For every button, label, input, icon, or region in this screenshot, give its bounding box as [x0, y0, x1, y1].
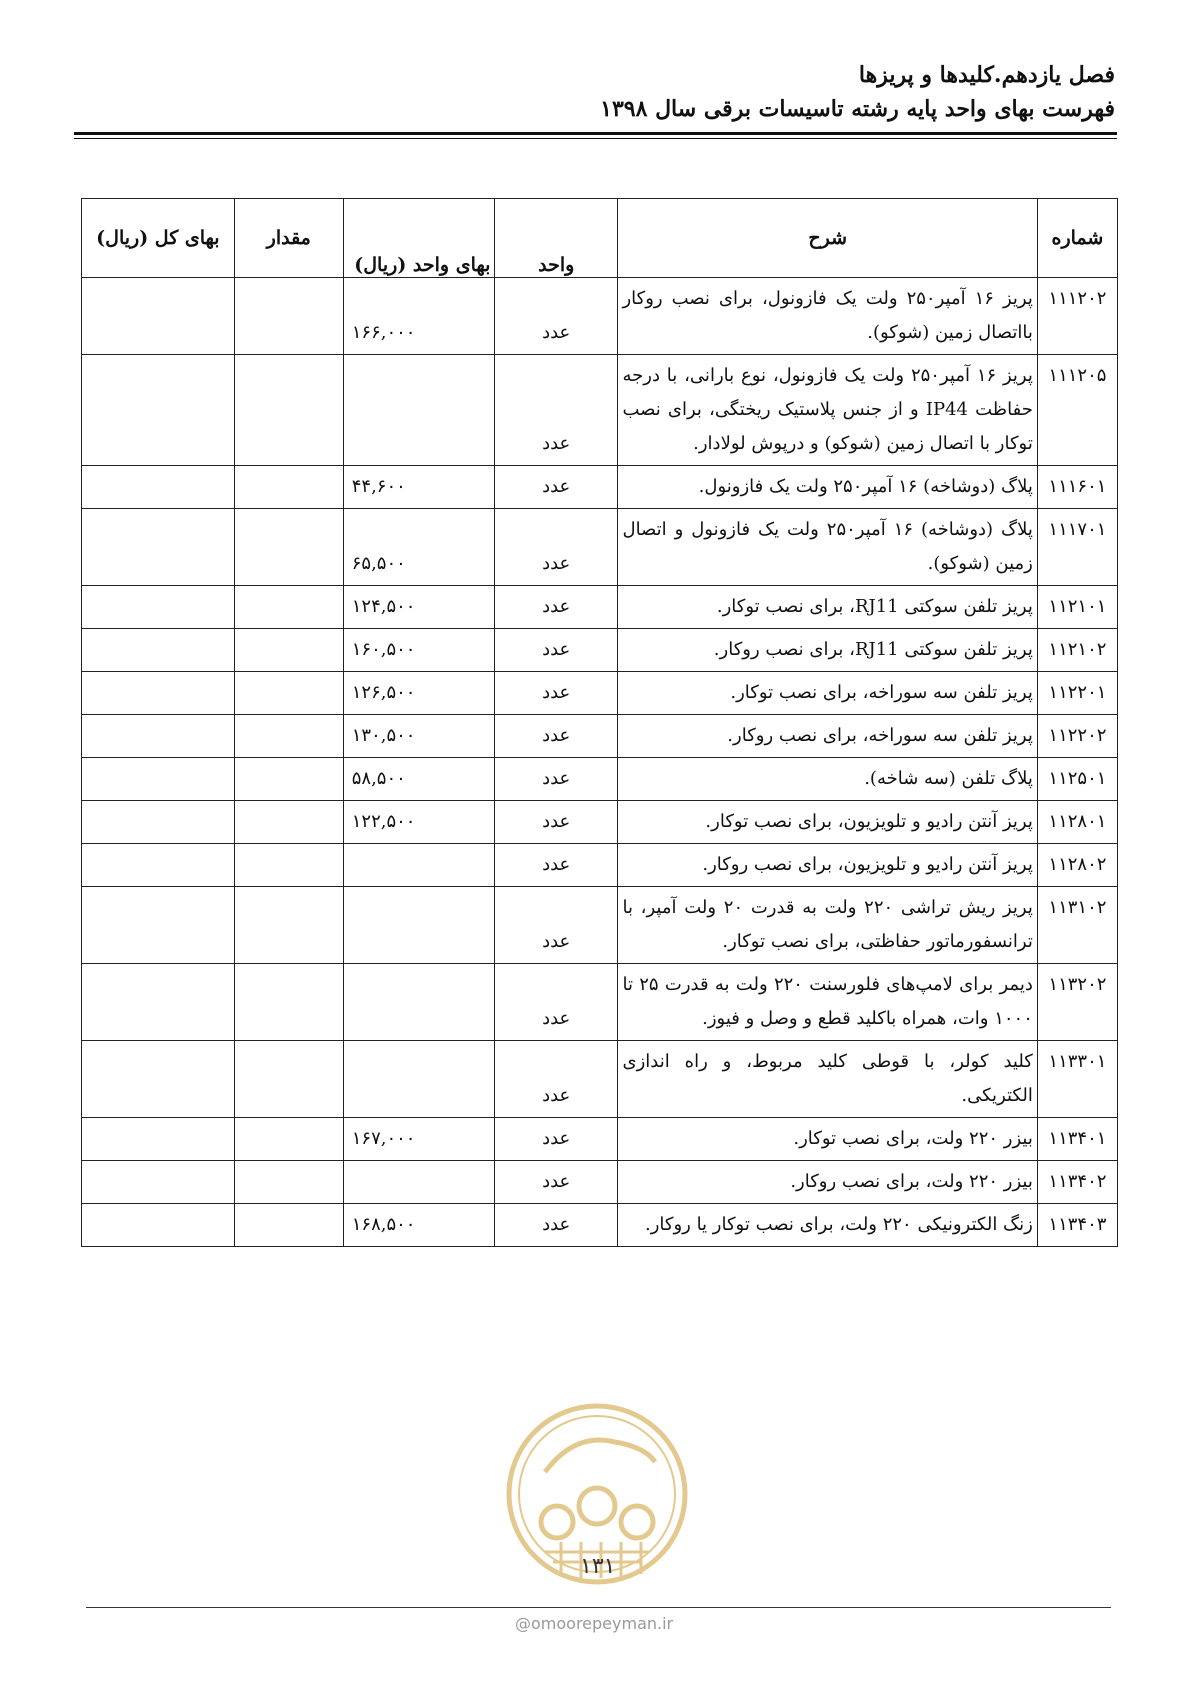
page-number: ۱۳۱ [580, 1554, 616, 1579]
cell-quantity [234, 586, 343, 629]
cell-unit-price [343, 887, 494, 964]
cell-unit: عدد [494, 629, 618, 672]
table-row [82, 1204, 1118, 1247]
cell-unit: عدد [494, 355, 618, 466]
cell-unit-price [343, 1161, 494, 1204]
cell-quantity [234, 715, 343, 758]
cell-number: ۱۱۱۷۰۱ [1037, 509, 1117, 586]
cell-unit-price: ۶۵,۵۰۰ [343, 509, 494, 586]
cell-number: ۱۱۳۴۰۲ [1037, 1161, 1117, 1204]
cell-description: بیزر ۲۲۰ ولت، برای نصب توکار. [618, 1118, 1037, 1161]
cell-total [82, 1204, 235, 1247]
cell-unit-price: ۱۲۲,۵۰۰ [343, 801, 494, 844]
cell-description: دیمر برای لامپ‌های فلورسنت ۲۲۰ ولت به قدرت ۲۵ تا ۱۰۰۰ وات، همراه باکلید قطع و وصل و فیوز. [618, 964, 1037, 1041]
cell-quantity [234, 355, 343, 466]
cell-quantity [234, 1161, 343, 1204]
cell-description: پلاگ (دوشاخه) ۱۶ آمپر۲۵۰ ولت یک فازونول. [618, 466, 1037, 509]
cell-description: پریز تلفن سه سوراخه، برای نصب توکار. [618, 672, 1037, 715]
cell-description: پریز آنتن رادیو و تلویزیون، برای نصب توکار. [618, 801, 1037, 844]
cell-unit-price [343, 844, 494, 887]
table-row [82, 887, 1118, 964]
cell-description: پریز تلفن سه سوراخه، برای نصب روکار. [618, 715, 1037, 758]
cell-number: ۱۱۳۴۰۱ [1037, 1118, 1117, 1161]
cell-quantity [234, 964, 343, 1041]
cell-quantity [234, 801, 343, 844]
cell-description: پریز تلفن سوکتی RJ11، برای نصب توکار. [618, 586, 1037, 629]
cell-quantity [234, 1041, 343, 1118]
cell-quantity [234, 1118, 343, 1161]
cell-total [82, 964, 235, 1041]
table-row [82, 466, 1118, 509]
cell-description: پریز تلفن سوکتی RJ11، برای نصب روکار. [618, 629, 1037, 672]
table-row [82, 1118, 1118, 1161]
cell-unit: عدد [494, 844, 618, 887]
cell-unit: عدد [494, 1161, 618, 1204]
cell-description: پلاگ (دوشاخه) ۱۶ آمپر۲۵۰ ولت یک فازونول و اتصال زمین (شوکو). [618, 509, 1037, 586]
cell-quantity [234, 278, 343, 355]
cell-total [82, 355, 235, 466]
cell-number: ۱۱۳۱۰۲ [1037, 887, 1117, 964]
cell-quantity [234, 672, 343, 715]
cell-unit-price: ۴۴,۶۰۰ [343, 466, 494, 509]
cell-total [82, 509, 235, 586]
cell-unit-price [343, 964, 494, 1041]
cell-number: ۱۱۳۲۰۲ [1037, 964, 1117, 1041]
cell-description: پلاگ تلفن (سه شاخه). [618, 758, 1037, 801]
cell-description: پریز ریش تراشی ۲۲۰ ولت به قدرت ۲۰ ولت آمپر، با ترانسفورماتور حفاظتی، برای نصب توکار. [618, 887, 1037, 964]
table-row [82, 758, 1118, 801]
footer-rule [86, 1607, 1111, 1608]
cell-total [82, 629, 235, 672]
table-row [82, 964, 1118, 1041]
page-header [600, 58, 1115, 126]
table-row [82, 586, 1118, 629]
cell-unit: عدد [494, 964, 618, 1041]
price-table [81, 198, 1118, 1247]
header-total: بهای کل (ریال) [82, 199, 235, 278]
cell-total [82, 844, 235, 887]
cell-quantity [234, 887, 343, 964]
cell-unit: عدد [494, 1041, 618, 1118]
document-subtitle: فهرست بهای واحد پایه رشته تاسیسات برقی سال ۱۳۹۸ [600, 96, 1115, 122]
website-watermark: @omoorepeyman.ir [515, 1614, 674, 1633]
cell-unit-price: ۱۲۶,۵۰۰ [343, 672, 494, 715]
header-rule-thick [74, 132, 1117, 135]
cell-description: بیزر ۲۲۰ ولت، برای نصب روکار. [618, 1161, 1037, 1204]
cell-unit: عدد [494, 1118, 618, 1161]
cell-quantity [234, 1204, 343, 1247]
cell-number: ۱۱۲۲۰۲ [1037, 715, 1117, 758]
cell-number: ۱۱۲۱۰۱ [1037, 586, 1117, 629]
table-row [82, 1041, 1118, 1118]
cell-description: پریز آنتن رادیو و تلویزیون، برای نصب روکار. [618, 844, 1037, 887]
cell-unit: عدد [494, 278, 618, 355]
header-number: شماره [1037, 199, 1117, 278]
table-row [82, 1161, 1118, 1204]
header-unit-price: بهای واحد (ریال) [343, 199, 494, 278]
cell-total [82, 715, 235, 758]
table-row [82, 715, 1118, 758]
cell-description: زنگ الکترونیکی ۲۲۰ ولت، برای نصب توکار یا روکار. [618, 1204, 1037, 1247]
cell-unit-price: ۱۳۰,۵۰۰ [343, 715, 494, 758]
table-row [82, 629, 1118, 672]
cell-unit: عدد [494, 672, 618, 715]
cell-description: پریز ۱۶ آمپر۲۵۰ ولت یک فازونول، نوع بارانی، با درجه حفاظت IP44 و از جنس پلاستیک ریختگی، برای نصب توکار با اتصال زمین (شوکو) و درپوش لولادار. [618, 355, 1037, 466]
cell-number: ۱۱۱۶۰۱ [1037, 466, 1117, 509]
cell-total [82, 586, 235, 629]
cell-total [82, 801, 235, 844]
cell-number: ۱۱۳۴۰۳ [1037, 1204, 1117, 1247]
cell-total [82, 1161, 235, 1204]
cell-number: ۱۱۲۸۰۱ [1037, 801, 1117, 844]
chapter-title: فصل یازدهم.کلیدها و پریزها [858, 62, 1115, 88]
table-row [82, 509, 1118, 586]
cell-unit-price [343, 1041, 494, 1118]
cell-number: ۱۱۳۳۰۱ [1037, 1041, 1117, 1118]
cell-unit: عدد [494, 715, 618, 758]
cell-total [82, 466, 235, 509]
cell-quantity [234, 629, 343, 672]
cell-total [82, 278, 235, 355]
table-row [82, 844, 1118, 887]
cell-number: ۱۱۲۲۰۱ [1037, 672, 1117, 715]
cell-total [82, 887, 235, 964]
header-quantity: مقدار [234, 199, 343, 278]
cell-unit-price [343, 355, 494, 466]
cell-unit: عدد [494, 801, 618, 844]
cell-description: پریز ۱۶ آمپر۲۵۰ ولت یک فازونول، برای نصب روکار بااتصال زمین (شوکو). [618, 278, 1037, 355]
cell-unit-price: ۱۶۰,۵۰۰ [343, 629, 494, 672]
table-header-row [82, 199, 1118, 278]
cell-number: ۱۱۱۲۰۲ [1037, 278, 1117, 355]
cell-quantity [234, 844, 343, 887]
cell-unit: عدد [494, 1204, 618, 1247]
cell-number: ۱۱۲۵۰۱ [1037, 758, 1117, 801]
cell-unit: عدد [494, 509, 618, 586]
cell-quantity [234, 509, 343, 586]
table-row [82, 355, 1118, 466]
cell-unit: عدد [494, 466, 618, 509]
cell-total [82, 1041, 235, 1118]
cell-total [82, 758, 235, 801]
cell-number: ۱۱۲۱۰۲ [1037, 629, 1117, 672]
cell-number: ۱۱۲۸۰۲ [1037, 844, 1117, 887]
cell-unit-price: ۵۸,۵۰۰ [343, 758, 494, 801]
cell-unit-price: ۱۶۶,۰۰۰ [343, 278, 494, 355]
cell-quantity [234, 466, 343, 509]
cell-unit-price: ۱۶۷,۰۰۰ [343, 1118, 494, 1161]
cell-total [82, 1118, 235, 1161]
table-row [82, 278, 1118, 355]
cell-description: کلید کولر، با قوطی کلید مربوط، و راه اندازی الکتریکی. [618, 1041, 1037, 1118]
cell-total [82, 672, 235, 715]
header-unit: واحد [494, 199, 618, 278]
cell-unit-price: ۱۶۸,۵۰۰ [343, 1204, 494, 1247]
header-rule-thin [74, 138, 1117, 139]
cell-unit: عدد [494, 586, 618, 629]
table-row [82, 672, 1118, 715]
header-description: شرح [618, 199, 1037, 278]
table-row [82, 801, 1118, 844]
cell-quantity [234, 758, 343, 801]
cell-unit: عدد [494, 758, 618, 801]
cell-unit: عدد [494, 887, 618, 964]
cell-number: ۱۱۱۲۰۵ [1037, 355, 1117, 466]
cell-unit-price: ۱۲۴,۵۰۰ [343, 586, 494, 629]
